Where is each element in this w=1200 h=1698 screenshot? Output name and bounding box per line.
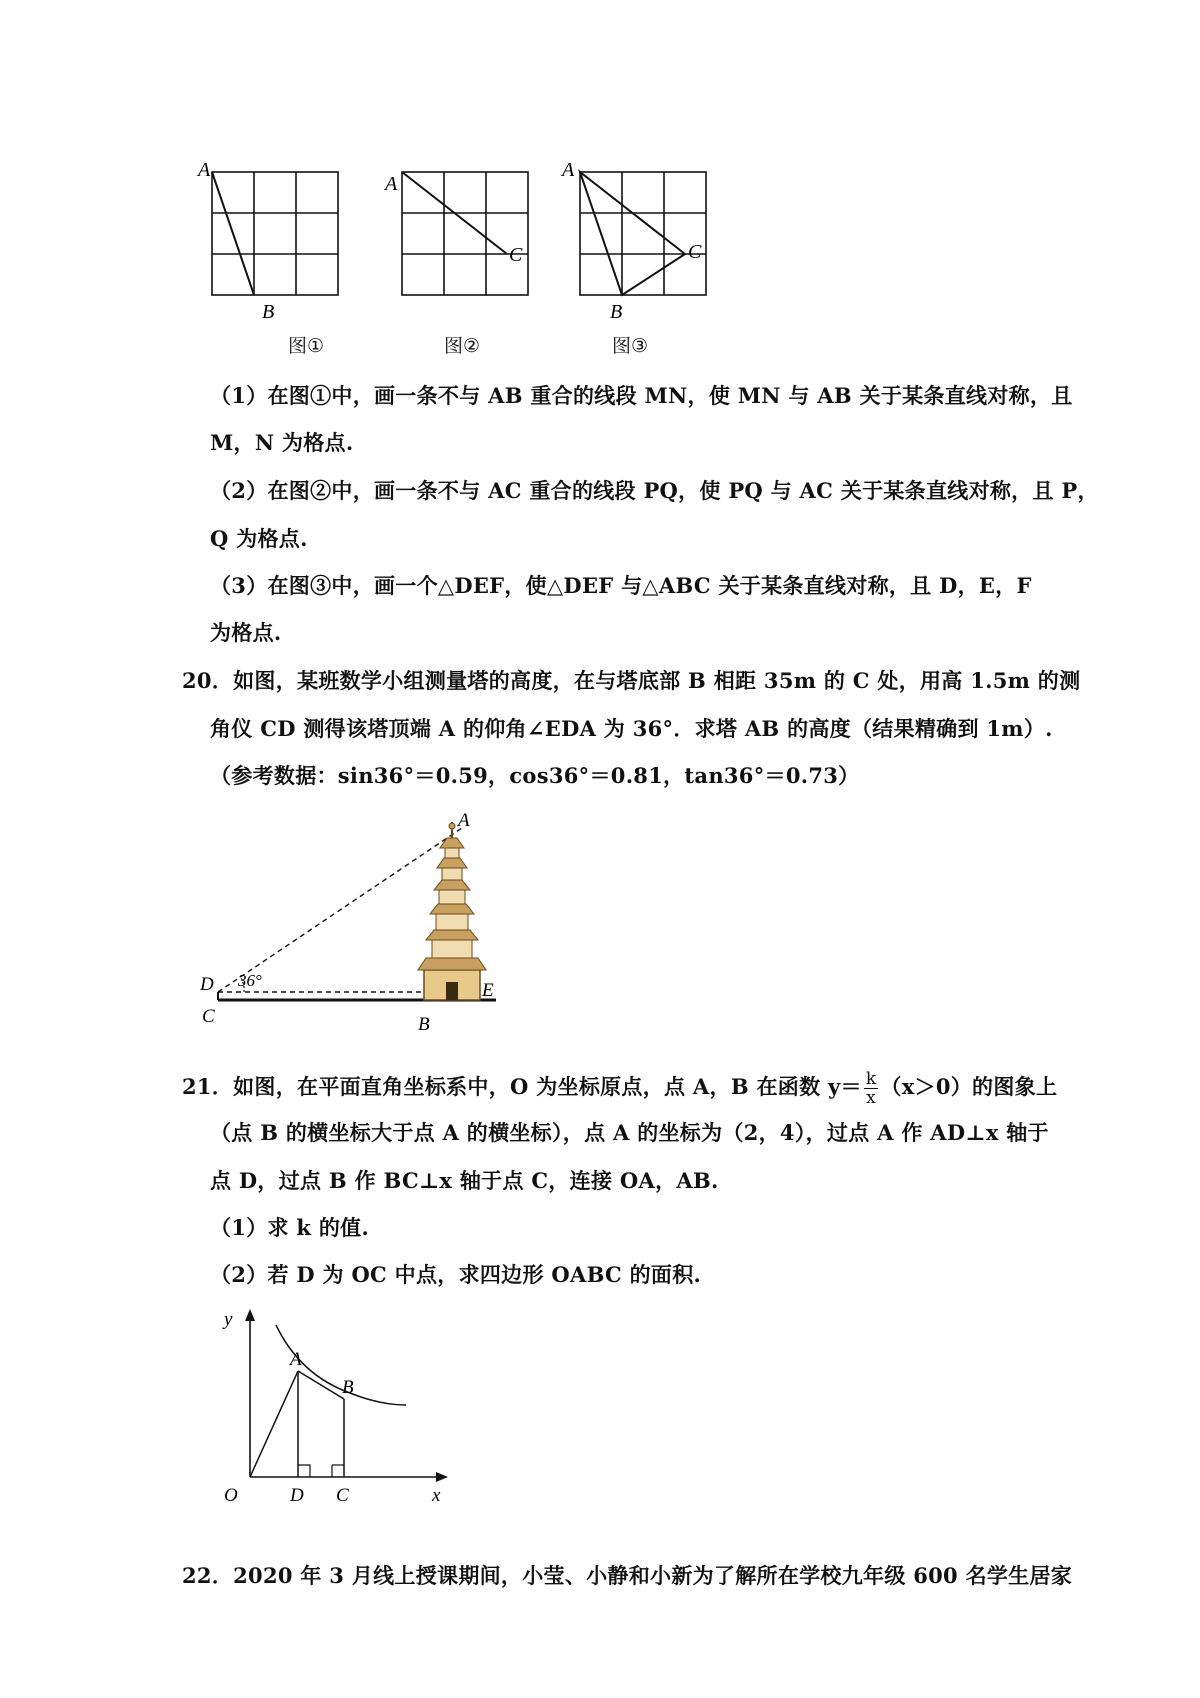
fig3-label-b: B bbox=[610, 301, 623, 323]
figure-2 bbox=[402, 172, 528, 295]
point-label-c: C bbox=[336, 1485, 349, 1505]
figure-1 bbox=[212, 172, 338, 295]
tower-label-a: A bbox=[458, 810, 470, 831]
fig2-label-c: C bbox=[509, 244, 523, 266]
q19-part1-line2: M，N 为格点. bbox=[210, 430, 354, 455]
q21-part2: （2）若 D 为 OC 中点，求四边形 OABC 的面积. bbox=[210, 1262, 702, 1287]
fig2-caption: 图② bbox=[444, 335, 481, 357]
fig1-caption: 图① bbox=[288, 335, 325, 357]
q19-part2-line2: Q 为格点. bbox=[210, 526, 308, 551]
tower-label-d: D bbox=[200, 974, 214, 995]
tower-figure bbox=[200, 810, 520, 1040]
fig1-label-b: B bbox=[262, 301, 275, 323]
fig2-label-a: A bbox=[385, 173, 398, 195]
q21-line1 bbox=[182, 1070, 1057, 1107]
q20-line3: （参考数据：sin36°＝0.59，cos36°＝0.81，tan36°＝0.73） bbox=[210, 763, 860, 788]
axis-label-y: y bbox=[224, 1309, 233, 1330]
q20-line1: 20．如图，某班数学小组测量塔的高度，在与塔底部 B 相距 35m 的 C 处，用高 1.5m 的测 bbox=[182, 668, 1081, 693]
q21-line3: 点 D，过点 B 作 BC⊥x 轴于点 C，连接 OA，AB. bbox=[210, 1168, 719, 1193]
point-label-d: D bbox=[290, 1485, 304, 1505]
q21-part1: （1）求 k 的值. bbox=[210, 1215, 370, 1240]
tower-angle-label: 36° bbox=[238, 971, 262, 990]
q22-line1: 22．2020 年 3 月线上授课期间，小莹、小静和小新为了解所在学校九年级 600 名学生居家 bbox=[182, 1563, 1073, 1588]
coordinate-figure bbox=[210, 1305, 470, 1505]
fig3-label-c: C bbox=[688, 241, 702, 263]
q21-fraction-denominator: x bbox=[866, 1088, 877, 1108]
q19-part3-line2: 为格点. bbox=[210, 620, 282, 645]
tower-icon bbox=[418, 822, 486, 1000]
q19-part1-line1: （1）在图①中，画一条不与 AB 重合的线段 MN，使 MN 与 AB 关于某条直线对称，且 bbox=[210, 383, 1073, 408]
q19-part3-line1: （3）在图③中，画一个△DEF，使△DEF 与△ABC 关于某条直线对称，且 D，E，F bbox=[210, 573, 1032, 598]
tower-label-c: C bbox=[202, 1006, 215, 1027]
q21-fraction-numerator: k bbox=[865, 1069, 877, 1089]
q20-line2: 角仪 CD 测得该塔顶端 A 的仰角∠EDA 为 36°．求塔 AB 的高度（结果精确到 1m）. bbox=[210, 716, 1053, 741]
point-label-b: B bbox=[342, 1377, 354, 1398]
q21-line1-part-a: 21．如图，在平面直角坐标系中，O 为坐标原点，点 A，B 在函数 y＝ bbox=[182, 1074, 862, 1099]
point-label-a: A bbox=[290, 1349, 302, 1370]
axis-label-x: x bbox=[432, 1485, 441, 1505]
figure-3 bbox=[580, 172, 706, 295]
point-label-o: O bbox=[224, 1485, 238, 1505]
fig3-caption: 图③ bbox=[612, 335, 649, 357]
grid-figures bbox=[0, 0, 1200, 360]
q19-part2-line1: （2）在图②中，画一条不与 AC 重合的线段 PQ，使 PQ 与 AC 关于某条直线对称，且 P， bbox=[210, 478, 1099, 503]
q21-fraction bbox=[864, 1070, 879, 1107]
q21-line1-part-b: （x＞0）的图象上 bbox=[880, 1074, 1058, 1099]
fig3-label-a: A bbox=[562, 159, 575, 181]
tower-label-b: B bbox=[418, 1014, 430, 1035]
tower-label-e: E bbox=[482, 980, 494, 1001]
fig1-label-a: A bbox=[198, 159, 211, 181]
q21-line2: （点 B 的横坐标大于点 A 的横坐标），点 A 的坐标为（2，4），过点 A 作 AD⊥x 轴于 bbox=[210, 1120, 1049, 1145]
